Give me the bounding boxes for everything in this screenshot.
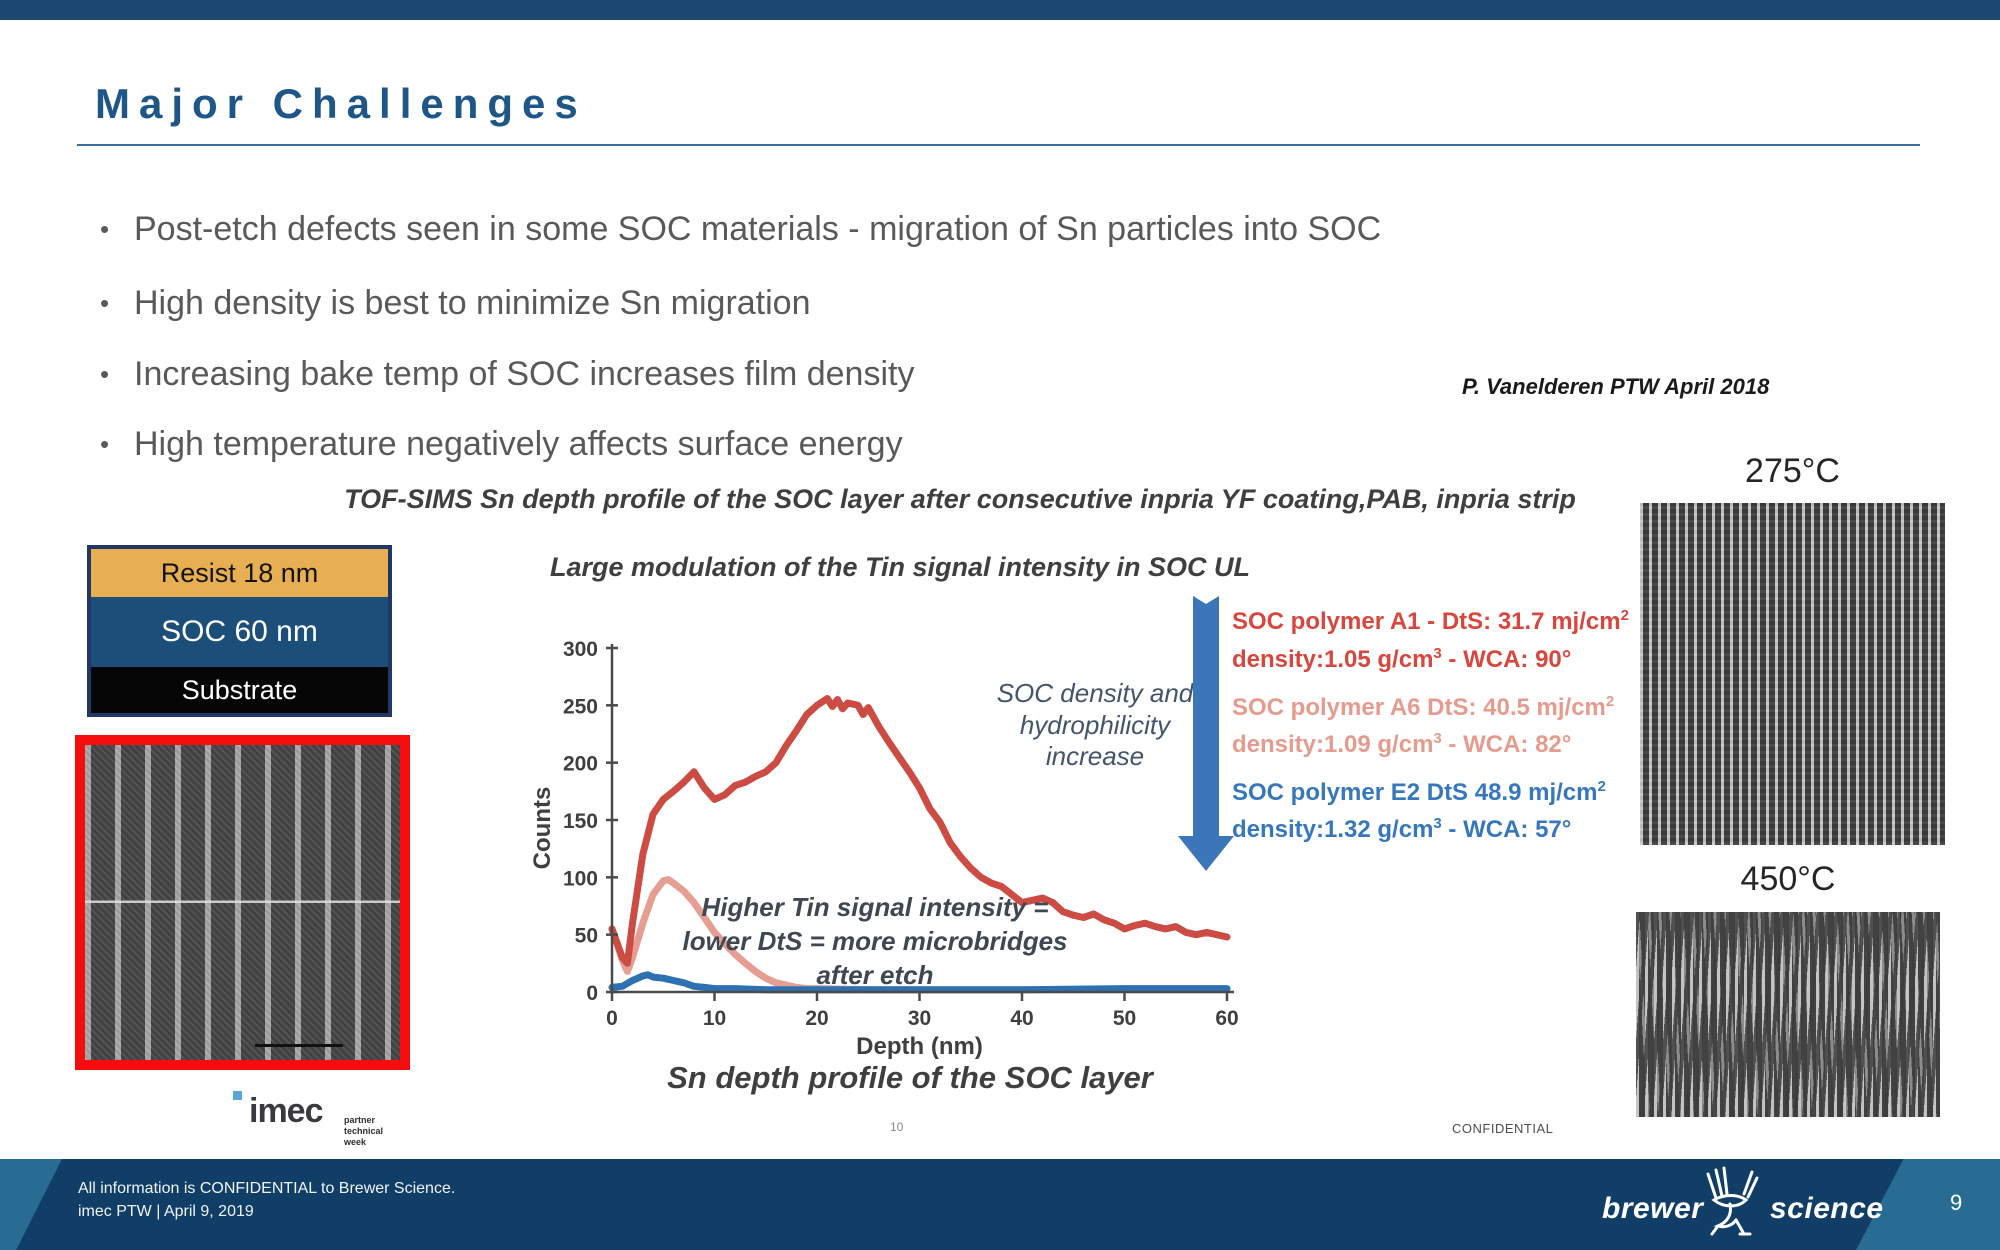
density-label-line: SOC density and: [996, 678, 1194, 708]
top-accent-bar: [0, 0, 2000, 20]
embedded-page-number: 10: [890, 1120, 904, 1134]
subtitle-bold: Tin signal intensity: [864, 552, 1110, 582]
layer-stack-diagram: [87, 545, 392, 717]
density-label-line: hydrophilicity: [1019, 709, 1171, 740]
imec-sub-line: partner: [344, 1115, 376, 1125]
bullet-item: [100, 208, 1660, 250]
polymer-a1-density-wca: density:1.05 $g/cm^3$ - WCA: 90°: [1232, 645, 1572, 673]
subtitle-post: in SOC UL: [1109, 552, 1251, 582]
sem-scale-bar: [255, 1044, 343, 1047]
figure-caption: Sn depth profile of the SOC layer: [667, 1060, 1153, 1095]
y-axis-title: Counts: [529, 786, 556, 870]
imec-logo-subtext: [344, 1115, 383, 1147]
polymer-a6-dts: SOC polymer A6 DtS: 40.5 $mj/cm^2$: [1232, 693, 1615, 721]
x-tick-label: 10: [702, 1007, 727, 1030]
polymer-a6-density-wca: density:1.09 $g/cm^3$ - WCA: 82°: [1232, 730, 1572, 758]
density-arrow-label: [988, 678, 1202, 773]
imec-sub-line: technical: [344, 1125, 384, 1136]
y-tick-label: 300: [562, 638, 598, 661]
x-tick-label: 30: [907, 1007, 932, 1030]
x-tick-label: 20: [805, 1007, 829, 1030]
y-tick-label: 0: [586, 982, 598, 1005]
x-tick-label: 50: [1112, 1007, 1137, 1030]
title-underline: [77, 144, 1920, 146]
y-tick-label: 100: [562, 867, 598, 891]
down-arrow-icon: [1178, 596, 1234, 872]
sem-image-450c: [1636, 912, 1940, 1117]
x-tick-label: 0: [606, 1007, 618, 1030]
bullet-text: Increasing bake temp of SOC increases film density: [134, 355, 915, 393]
footer-date-line: imec PTW | April 9, 2019: [78, 1203, 254, 1220]
polymer-a1-dts: SOC polymer A1 - DtS: 31.7 $mj/cm^2$: [1232, 607, 1629, 635]
imec-logo: imec: [249, 1092, 323, 1130]
footer-confidential-line: All information is CONFIDENTIAL to Brewer Science.: [78, 1180, 456, 1197]
sem-image-post-etch: [75, 735, 410, 1070]
polymer-e2-dts: SOC polymer E2 DtS 48.9 $mj/cm^2$: [1232, 778, 1606, 806]
brewer-science-eagle-icon: [1694, 1164, 1768, 1240]
bullet-text: High density is best to minimize Sn migration: [134, 284, 811, 322]
microbridges-annotation-line: lower DtS = more microbridges: [682, 926, 1068, 956]
bullet-icon: •: [100, 214, 110, 244]
density-label-line: increase: [1045, 741, 1145, 772]
reference-citation: P. Vanelderen PTW April 2018: [1462, 374, 1770, 399]
polymer-e2-density-wca: density:1.32 $g/cm^3$ - WCA: 57°: [1232, 815, 1572, 843]
y-tick-label: 200: [562, 752, 598, 776]
bullet-item: [100, 353, 1660, 395]
page-title: Major Challenges: [95, 80, 587, 127]
brewer-logo-word1: brewer: [1602, 1192, 1704, 1225]
y-tick-label: 150: [562, 810, 598, 833]
imec-logo-square: [233, 1091, 242, 1100]
x-tick-label: 60: [1215, 1007, 1239, 1030]
sem-temp-label-450: 450°C: [1740, 860, 1836, 898]
y-tick-label: 250: [562, 695, 598, 719]
bullet-item: [100, 423, 1660, 465]
sem-temp-label-275: 275°C: [1745, 452, 1840, 490]
x-axis-title: Depth (nm): [856, 1033, 983, 1060]
slide-page-number: 9: [1950, 1190, 1963, 1215]
microbridges-annotation-line: Higher Tin signal intensity =: [701, 892, 1049, 922]
bullet-item: [100, 282, 1660, 324]
bullet-icon: •: [100, 359, 110, 389]
figure-title: TOF-SIMS Sn depth profile of the SOC layer after consecutive inpria YF coating,PAB, inpria strip: [344, 484, 1576, 514]
confidential-mark: CONFIDENTIAL: [1452, 1121, 1554, 1136]
bullet-icon: •: [100, 288, 110, 318]
stack-layer-0: Resist 18 nm: [91, 549, 388, 597]
stack-layer-2: Substrate: [91, 667, 388, 713]
stack-layer-1: SOC 60 nm: [91, 597, 388, 667]
bullet-icon: •: [100, 429, 110, 459]
microbridges-annotation-line: after etch: [816, 960, 934, 990]
sem-image-275c: [1640, 503, 1945, 845]
figure-subtitle: [520, 552, 1280, 583]
bullet-text: Post-etch defects seen in some SOC materials - migration of Sn particles into SOC: [134, 210, 1382, 248]
y-tick-label: 50: [574, 924, 598, 948]
bullet-text: High temperature negatively affects surface energy: [134, 425, 903, 463]
imec-sub-line: week: [344, 1136, 367, 1147]
brewer-logo-word2: science: [1770, 1192, 1884, 1225]
subtitle-pre: Large modulation of the: [549, 552, 865, 582]
x-tick-label: 40: [1010, 1007, 1034, 1030]
